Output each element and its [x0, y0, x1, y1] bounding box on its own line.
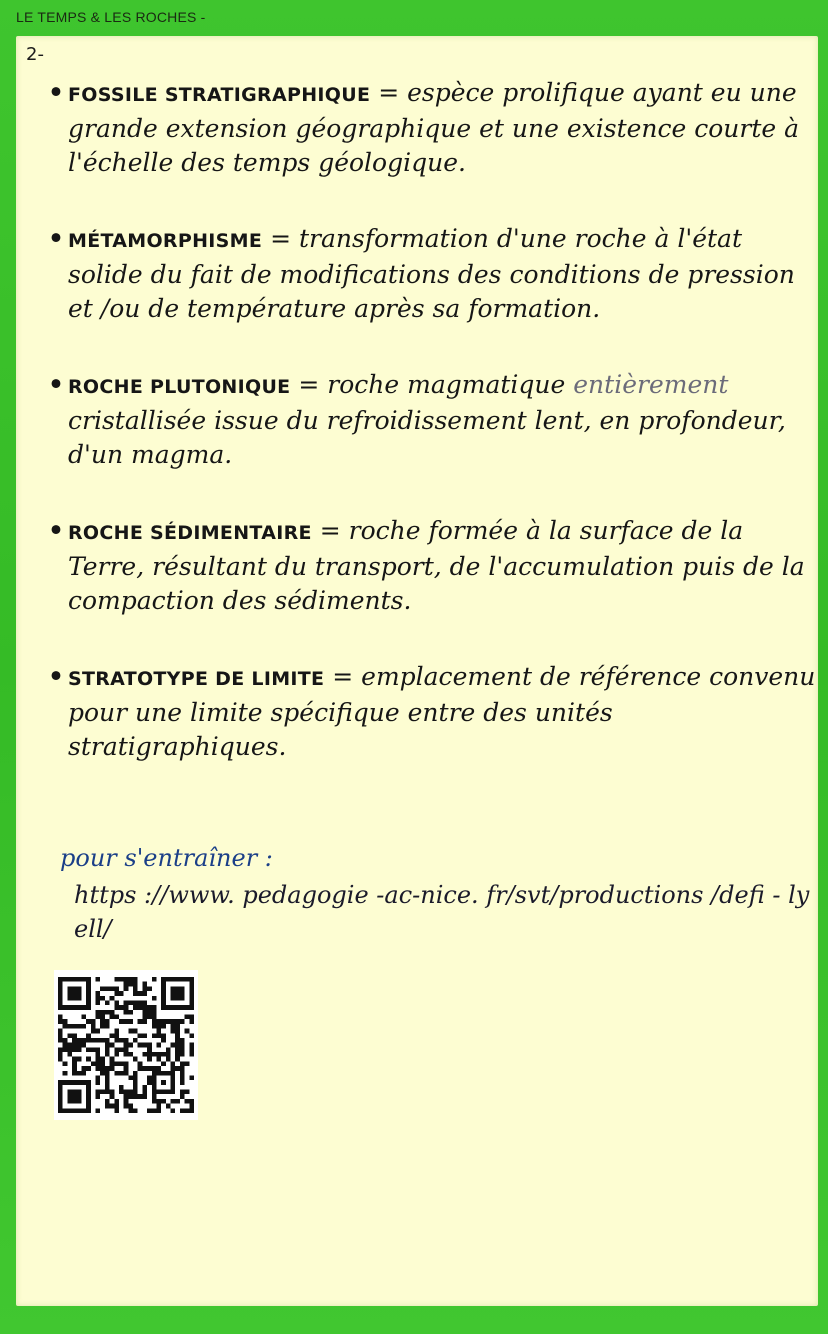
definition-separator: = — [262, 224, 299, 253]
definition-item — [46, 660, 816, 764]
definition-text-after: cristallisée issue du refroidissement lent, en profondeur, d'un magma. — [68, 406, 786, 469]
definition-term: ROCHE PLUTONIQUE — [68, 376, 291, 398]
definition-text: emplacement de référence convenu pour une limite spécifique entre des unités stratigraphiques. — [68, 662, 816, 761]
definition-item — [46, 76, 816, 180]
definition-term: MÉTAMORPHISME — [68, 230, 263, 252]
training-link[interactable]: https ://www. pedagogie -ac-nice. fr/svt/productions /defi - lyell/ — [74, 881, 810, 943]
definition-item — [46, 222, 816, 326]
training-label: pour s'entraîner : — [60, 844, 273, 872]
definition-text: transformation d'une roche à l'état solide du fait de modifications des conditions de pression et /ou de température après sa formation. — [68, 224, 795, 323]
definition-separator: = — [370, 78, 408, 107]
definition-text: roche formée à la surface de la Terre, résultant du transport, de l'accumulation puis de la compaction des sédiments. — [68, 516, 805, 615]
definition-text: espèce prolifique ayant eu une grande extension géographique et une existence courte à l'échelle des temps géologique. — [68, 78, 800, 177]
bullet-icon: • — [48, 516, 64, 545]
definition-term: FOSSILE STRATIGRAPHIQUE — [68, 84, 371, 106]
definition-term: STRATOTYPE DE LIMITE — [68, 668, 325, 690]
header-title: LE TEMPS & LES ROCHES - — [16, 9, 206, 25]
note-paper — [16, 36, 818, 1306]
qr-code-icon[interactable] — [54, 970, 198, 1120]
bullet-icon: • — [48, 370, 64, 399]
definition-text-before: roche magmatique — [327, 370, 574, 399]
qr-code-graphic — [58, 974, 194, 1116]
page-number: 2- — [26, 44, 44, 65]
header-strip — [0, 0, 828, 36]
definition-term: ROCHE SÉDIMENTAIRE — [68, 522, 312, 544]
bullet-icon: • — [48, 224, 64, 253]
definition-item — [46, 514, 816, 618]
definition-list — [46, 76, 816, 806]
definition-text-accent: entièrement — [573, 370, 729, 399]
definition-item — [46, 368, 816, 472]
bullet-icon: • — [48, 662, 64, 691]
bullet-icon: • — [48, 78, 64, 107]
definition-separator: = — [290, 370, 328, 399]
definition-separator: = — [324, 662, 362, 691]
training-section — [60, 844, 820, 946]
definition-separator: = — [311, 516, 349, 545]
